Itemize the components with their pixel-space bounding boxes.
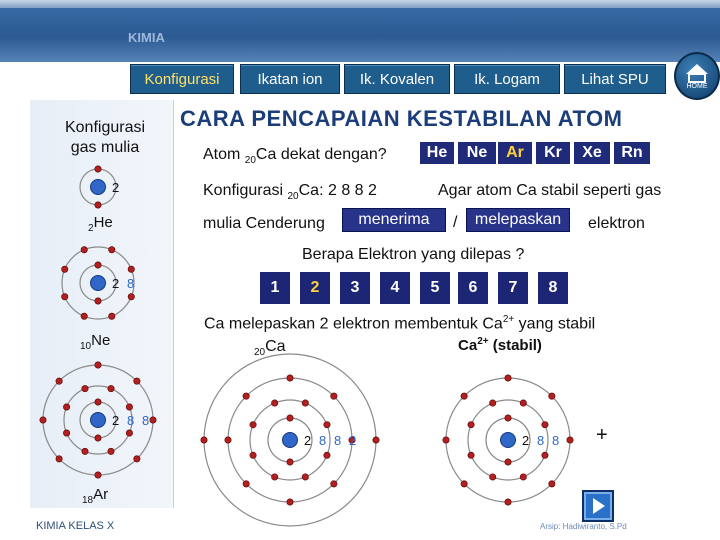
page-title: CARA PENCAPAIAN KESTABILAN ATOM (180, 106, 623, 131)
ar-atom-electron (126, 404, 132, 410)
ca-ion-shell-count-1: 2 (522, 433, 530, 448)
ca-symbol: Ca (265, 338, 286, 355)
he-symbol: He (93, 214, 113, 231)
ar-symbol: Ar (93, 486, 109, 503)
ar-atom-electron (63, 430, 69, 436)
ca-atom-electron (373, 437, 379, 443)
ar-atom-electron (95, 472, 101, 478)
ion-charge: 2+ (477, 336, 489, 347)
question-sub: 20 (244, 155, 256, 167)
ar-atom-electron (126, 430, 132, 436)
ca-atom-electron (271, 400, 277, 406)
next-button[interactable] (582, 490, 614, 522)
ne-atom-electron (109, 247, 115, 253)
ar-atom-shell-count-1: 2 (112, 413, 120, 428)
ca-atom-label (254, 338, 286, 358)
ne-atom-electron (81, 247, 87, 253)
ar-atom-electron (40, 417, 46, 423)
count-question: Berapa Elektron yang dilepas ? (302, 246, 525, 263)
ca-ion-electron (468, 421, 474, 427)
count-option-2[interactable]: 2 (300, 272, 330, 304)
choice-receive[interactable]: menerima (342, 208, 446, 232)
gas-option-xe[interactable]: Xe (574, 142, 610, 164)
ca-atom-electron (331, 481, 337, 487)
ar-atom-electron (95, 362, 101, 368)
count-option-7[interactable]: 7 (498, 272, 528, 304)
ca-ion-label (458, 336, 542, 354)
nav-ikatan-logam[interactable]: Ik. Logam (454, 64, 560, 94)
home-label: HOME (686, 83, 708, 90)
ar-atom-electron (108, 385, 114, 391)
ar-atom-electron (95, 399, 101, 405)
ca-ion-shell-count-3: 8 (552, 433, 560, 448)
question-pre: Atom (203, 146, 245, 163)
ar-atom-electron (134, 378, 140, 384)
ca-atom-electron (287, 499, 293, 505)
nav-ikatan-kovalen[interactable]: Ik. Kovalen (344, 64, 450, 94)
ca-atom-electron (250, 452, 256, 458)
nav-konfigurasi[interactable]: Konfigurasi (130, 64, 234, 94)
choice-release[interactable]: melepaskan (466, 208, 570, 232)
footer-note: Arsip: Hadiwiranto, S.Pd (540, 522, 627, 531)
tendency-text: mulia Cenderung (203, 215, 325, 232)
ca-atom-electron (287, 415, 293, 421)
ar-atom-electron (63, 404, 69, 410)
ca-ion-electron (461, 393, 467, 399)
count-option-6[interactable]: 6 (458, 272, 488, 304)
plus-sign: + (596, 424, 608, 446)
ar-atom-nucleus (91, 413, 106, 428)
ar-atom-electron (56, 378, 62, 384)
count-option-8[interactable]: 8 (538, 272, 568, 304)
ca-ion-electron (468, 452, 474, 458)
panel-title: Konfigurasi gas mulia (64, 119, 146, 156)
ca-ion-electron (520, 400, 526, 406)
ca-atom-electron (287, 459, 293, 465)
he-atomic-number: 2 (88, 223, 94, 234)
ca-ion-electron (489, 400, 495, 406)
ar-atom-shell-count-3: 8 (142, 413, 150, 428)
ca-ion-electron (461, 481, 467, 487)
he-atom-electron (95, 166, 101, 172)
ar-atom-electron (82, 448, 88, 454)
ca-atom-nucleus (283, 433, 298, 448)
ion-suffix: (stabil) (488, 337, 542, 354)
ar-atom-electron (108, 448, 114, 454)
ca-atom-electron (302, 474, 308, 480)
ar-atom-electron (150, 417, 156, 423)
ne-atom-shell-count-1: 2 (112, 276, 120, 291)
he-atom-electron (95, 202, 101, 208)
ar-atomic-number: 18 (82, 495, 94, 506)
ca-atom-shell-count-4: 2 (349, 433, 357, 448)
ca-atom-electron (271, 474, 277, 480)
ca-atom-shell-count-1: 2 (304, 433, 312, 448)
ca-ion-electron (549, 393, 555, 399)
ne-symbol: Ne (91, 332, 111, 349)
question-text (203, 146, 387, 166)
gas-option-he[interactable]: He (420, 142, 454, 164)
count-option-4[interactable]: 4 (380, 272, 410, 304)
ne-atomic-number: 10 (80, 341, 92, 352)
ne-label (80, 332, 110, 352)
ar-atom-electron (82, 385, 88, 391)
config-sub: 20 (287, 191, 299, 203)
he-atom-nucleus (91, 180, 106, 195)
result-post: yang stabil (514, 315, 596, 333)
gas-option-kr[interactable]: Kr (536, 142, 570, 164)
ca-ion-electron (549, 481, 555, 487)
ca-ion-electron (567, 437, 573, 443)
config-pre: Konfigurasi (203, 182, 288, 199)
ca-ion-nucleus (501, 433, 516, 448)
gas-option-rn[interactable]: Rn (614, 142, 650, 164)
ar-atom-electron (56, 456, 62, 462)
ne-atom-nucleus (91, 276, 106, 291)
ar-label (82, 486, 108, 506)
ca-ion-electron (520, 474, 526, 480)
he-label (88, 214, 113, 234)
question-post: Ca dekat dengan? (255, 146, 387, 163)
ca-atom-electron (302, 400, 308, 406)
app-brand: KIMIA (128, 30, 165, 45)
ca-ion-shell-count-2: 8 (537, 433, 545, 448)
ca-atom-electron (250, 421, 256, 427)
stable-text: Agar atom Ca stabil seperti gas (438, 182, 662, 199)
ca-ion-electron (505, 499, 511, 505)
config-post: Ca: 2 8 8 2 (298, 182, 377, 199)
result-sup: 2+ (502, 314, 515, 325)
ne-atom-electron (95, 298, 101, 304)
footer-brand: KIMIA KELAS X (36, 520, 115, 532)
ne-atom-electron (81, 313, 87, 319)
count-option-1[interactable]: 1 (260, 272, 290, 304)
count-option-3[interactable]: 3 (340, 272, 370, 304)
ca-ion-electron (542, 452, 548, 458)
ne-atom-electron (109, 313, 115, 319)
gas-option-ar[interactable]: Ar (498, 142, 532, 164)
ca-atom-electron (287, 375, 293, 381)
ca-atom-electron (225, 437, 231, 443)
result-pre: Ca melepaskan 2 elektron membentuk Ca (204, 315, 503, 333)
ca-atom-shell-count-2: 8 (319, 433, 327, 448)
configuration-text (203, 182, 377, 202)
ca-ion-electron (542, 421, 548, 427)
electron-word: elektron (588, 215, 645, 232)
ar-atom-shell-count-2: 8 (127, 413, 135, 428)
ca-ion-electron (505, 415, 511, 421)
ca-atom-electron (243, 393, 249, 399)
ca-atom-electron (201, 437, 207, 443)
ca-ion-electron (489, 474, 495, 480)
ca-atom-shell-count-3: 8 (334, 433, 342, 448)
ca-ion-electron (443, 437, 449, 443)
nav-lihat-spu[interactable]: Lihat SPU (564, 64, 666, 94)
ne-atom-electron (95, 262, 101, 268)
ca-atom-electron (324, 421, 330, 427)
ca-ion-electron (505, 459, 511, 465)
ne-atom-electron (62, 266, 68, 272)
gas-option-ne[interactable]: Ne (458, 142, 496, 164)
ion-symbol: Ca (458, 337, 478, 354)
nav-ikatan-ion[interactable]: Ikatan ion (240, 64, 340, 94)
ca-atomic-number: 20 (254, 347, 266, 359)
ca-atom-electron (243, 481, 249, 487)
he-atom-shell-count-1: 2 (112, 180, 120, 195)
ca-atom-electron (324, 452, 330, 458)
count-option-5[interactable]: 5 (420, 272, 450, 304)
ne-atom-electron (128, 266, 134, 272)
ar-atom-electron (95, 435, 101, 441)
ne-atom-electron (128, 294, 134, 300)
ca-atom-electron (331, 393, 337, 399)
choice-slash: / (453, 214, 458, 231)
ne-atom-electron (62, 294, 68, 300)
ne-atom-shell-count-2: 8 (127, 276, 135, 291)
ar-atom-electron (134, 456, 140, 462)
result-text (204, 314, 595, 333)
ca-ion-electron (505, 375, 511, 381)
